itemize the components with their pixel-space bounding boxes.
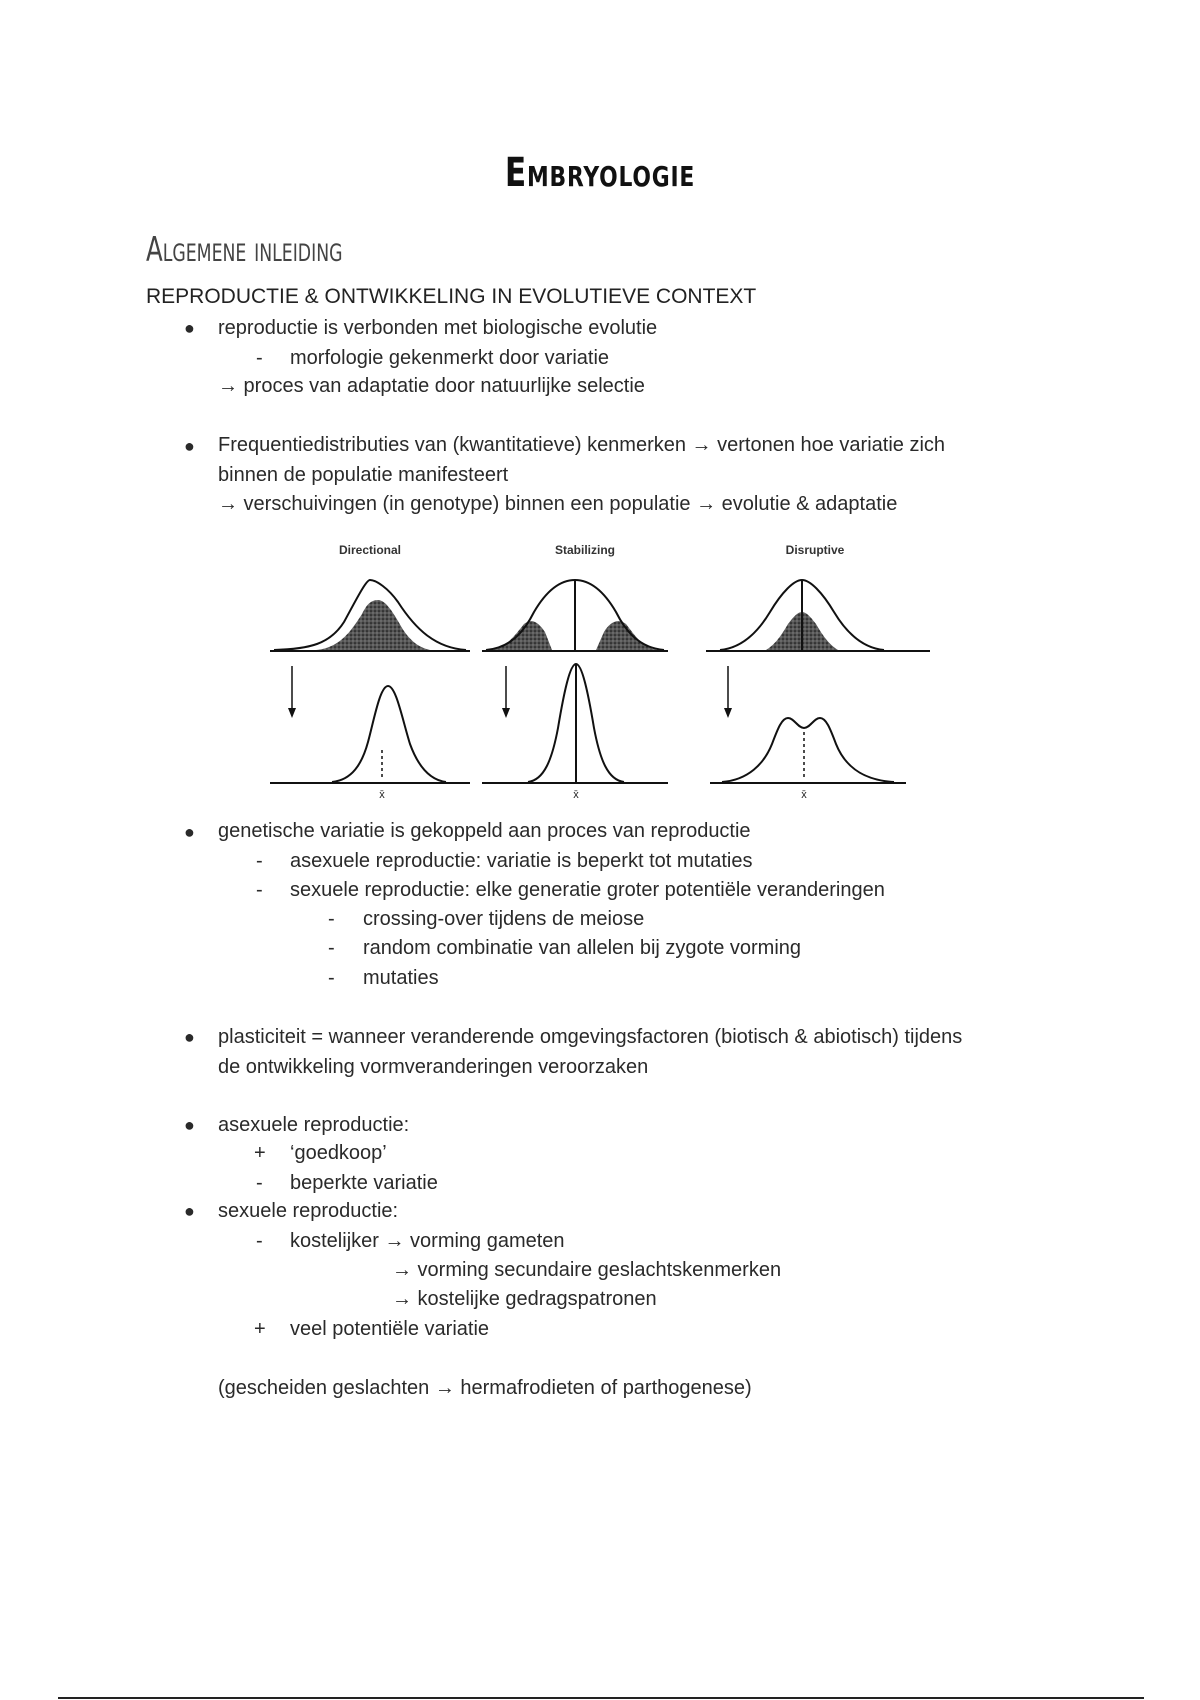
- dash-marker: -: [328, 937, 335, 959]
- text-line: asexuele reproductie: variatie is beperkt tot mutaties: [290, 850, 753, 872]
- dash-marker: -: [328, 908, 335, 930]
- mean-label: x̄: [379, 789, 385, 801]
- text-line: veel potentiële variatie: [290, 1318, 490, 1340]
- panel-title-directional: Directional: [338, 543, 402, 557]
- disruptive-before-curve: [706, 580, 930, 651]
- page-title: Embryologie: [504, 150, 696, 196]
- text-line: asexuele reproductie:: [218, 1114, 410, 1136]
- plus-marker: +: [254, 1142, 266, 1164]
- bullet-marker: ●: [184, 1027, 195, 1047]
- dash-marker: -: [256, 1172, 263, 1194]
- text-line: → verschuivingen (in genotype) binnen een populatie → evolutie & adaptatie: [218, 493, 898, 515]
- bullet-marker: ●: [184, 318, 195, 338]
- text-line: kostelijker → vorming gameten: [290, 1230, 565, 1252]
- footer-rule: [58, 1697, 1144, 1699]
- subsection-heading: REPRODUCTIE & ONTWIKKELING IN EVOLUTIEVE CONTEXT: [146, 285, 757, 308]
- text-line: beperkte variatie: [290, 1172, 438, 1194]
- directional-before-curve: [270, 580, 470, 651]
- bullet-marker: ●: [184, 1201, 195, 1221]
- dash-marker: -: [328, 967, 335, 989]
- stabilizing-after-curve: [482, 664, 668, 783]
- text-line: → proces van adaptatie door natuurlijke selectie: [218, 375, 645, 397]
- text-line: binnen de populatie manifesteert: [218, 464, 509, 486]
- text-line: de ontwikkeling vormveranderingen veroorzaken: [218, 1056, 649, 1078]
- section-heading: Algemene inleiding: [146, 230, 343, 270]
- bullet-marker: ●: [184, 1115, 195, 1135]
- text-line: genetische variatie is gekoppeld aan proces van reproductie: [218, 820, 751, 842]
- bullet-marker: ●: [184, 822, 195, 842]
- disruptive-after-curve: [710, 718, 906, 783]
- stabilizing-before-curve: [482, 580, 668, 651]
- text-line: Frequentiedistributies van (kwantitatieve) kenmerken → vertonen hoe variatie zich: [218, 434, 946, 456]
- text-line: → kostelijke gedragspatronen: [392, 1288, 657, 1310]
- directional-after-curve: [270, 686, 470, 783]
- dash-marker: -: [256, 347, 263, 369]
- mean-label: x̄: [801, 789, 807, 801]
- selection-diagram: [270, 538, 930, 803]
- panel-title-disruptive: Disruptive: [785, 543, 845, 557]
- text-line: mutaties: [363, 967, 439, 989]
- arrow-down-icon: [502, 666, 510, 718]
- text-line: crossing-over tijdens de meiose: [363, 908, 645, 930]
- text-line: plasticiteit = wanneer veranderende omgevingsfactoren (biotisch & abiotisch) tijdens: [218, 1026, 963, 1048]
- plus-marker: +: [254, 1318, 266, 1340]
- text-line: (gescheiden geslachten → hermafrodieten of parthogenese): [218, 1377, 752, 1399]
- arrow-down-icon: [288, 666, 296, 718]
- text-line: morfologie gekenmerkt door variatie: [290, 347, 610, 369]
- dash-marker: -: [256, 1230, 263, 1252]
- dash-marker: -: [256, 879, 263, 901]
- text-line: reproductie is verbonden met biologische evolutie: [218, 317, 658, 339]
- text-line: sexuele reproductie:: [218, 1200, 399, 1222]
- mean-label: x̄: [573, 789, 579, 801]
- arrow-down-icon: [724, 666, 732, 718]
- panel-title-stabilizing: Stabilizing: [555, 543, 615, 557]
- text-line: ‘goedkoop’: [290, 1142, 387, 1164]
- text-line: random combinatie van allelen bij zygote vorming: [363, 937, 802, 959]
- text-line: → vorming secundaire geslachtskenmerken: [392, 1259, 782, 1281]
- text-line: sexuele reproductie: elke generatie groter potentiële veranderingen: [290, 879, 885, 901]
- dash-marker: -: [256, 850, 263, 872]
- bullet-marker: ●: [184, 436, 195, 456]
